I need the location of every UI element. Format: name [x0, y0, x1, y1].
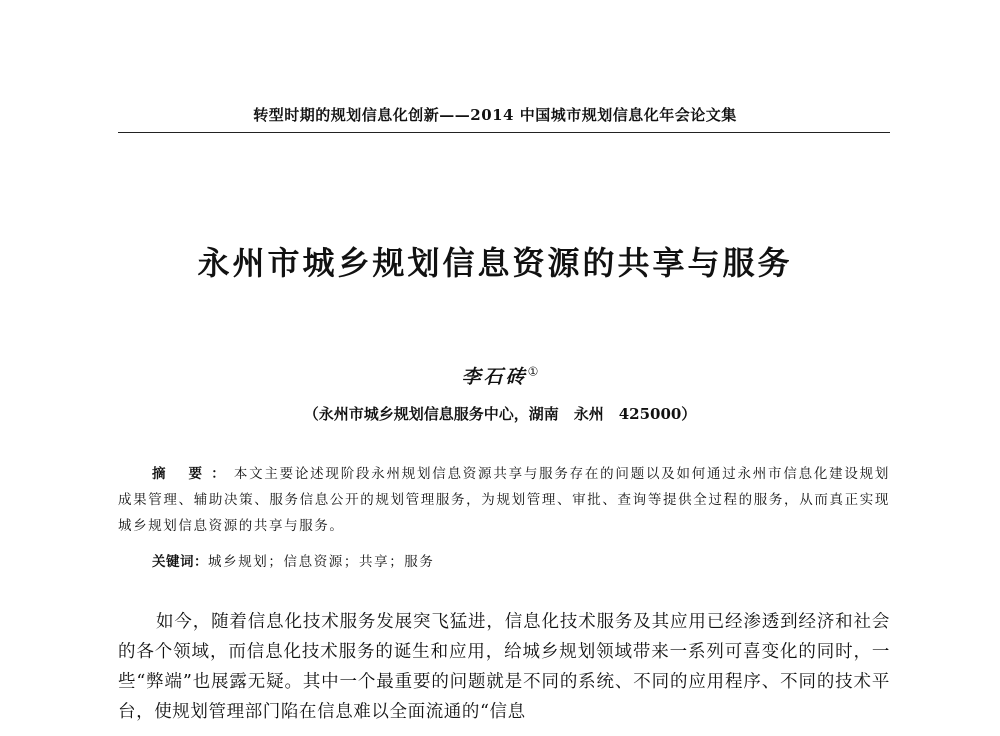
- keywords-text: 城乡规划；信息资源；共享；服务: [208, 554, 435, 570]
- author-line: [340, 362, 660, 389]
- author-footnote-mark: ①: [527, 364, 539, 379]
- header-rule: [118, 132, 890, 133]
- article-title: 永州市城乡规划信息资源的共享与服务: [197, 244, 793, 282]
- body-paragraph: 如今，随着信息化技术服务发展突飞猛进，信息化技术服务及其应用已经渗透到经济和社会的各个领域，而信息化技术服务的诞生和应用，给城乡规划领域带来一系列可喜变化的同时，一些“弊端”也展露无疑。其中一个最重要的问题就是不同的系统、不同的应用程序、不同的技术平台，使规划管理部门陷在信息难以全面流通的“信息: [118, 612, 890, 722]
- affiliation: （永州市城乡规划信息服务中心，湖南 永州 425000）: [303, 405, 697, 423]
- running-header: 转型时期的规划信息化创新——2014 中国城市规划信息化年会论文集: [253, 106, 737, 124]
- keywords: [152, 550, 892, 570]
- abstract-text: 本文主要论述现阶段永州规划信息资源共享与服务存在的问题以及如何通过永州市信息化建设规划成果管理、辅助决策、服务信息公开的规划管理服务，为规划管理、审批、查询等提供全过程的服务，从而真正实现城乡规划信息资源的共享与服务。: [118, 466, 890, 534]
- author-name: 李石砖: [461, 366, 528, 388]
- abstract-label: 摘 要：: [152, 466, 234, 482]
- abstract: [118, 461, 890, 539]
- keywords-label: 关键词：: [152, 554, 208, 570]
- body-clip: [110, 600, 900, 736]
